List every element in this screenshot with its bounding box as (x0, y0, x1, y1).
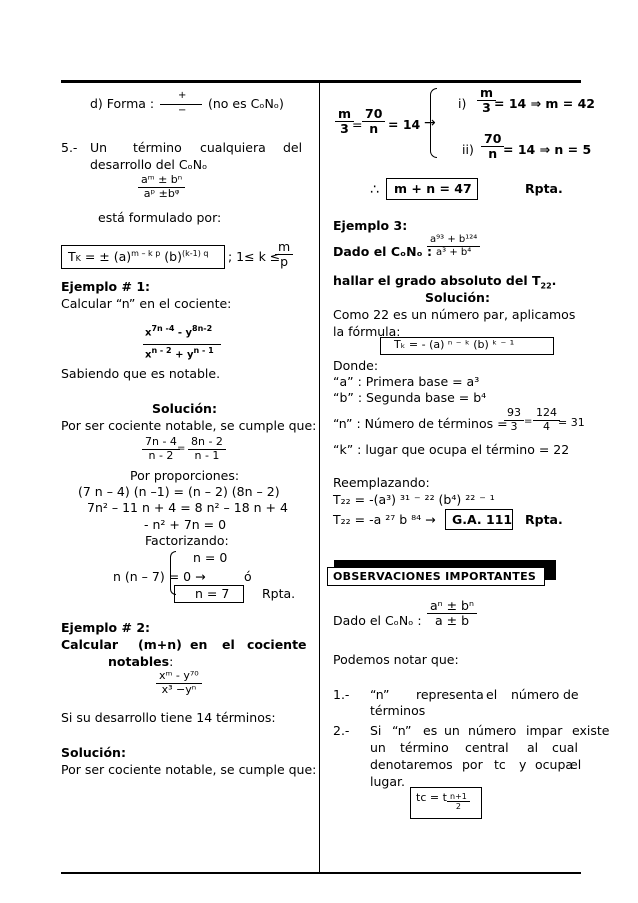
column-divider (319, 83, 320, 873)
observations-title: OBSERVACIONES IMPORTANTES (333, 570, 537, 583)
item5-fraction: $\frac{\text{aᵐ ± bⁿ}}{\text{aᵖ ±bᵠ}}$ (138, 174, 185, 200)
top-rule (61, 80, 581, 83)
bottom-rule (61, 872, 581, 874)
